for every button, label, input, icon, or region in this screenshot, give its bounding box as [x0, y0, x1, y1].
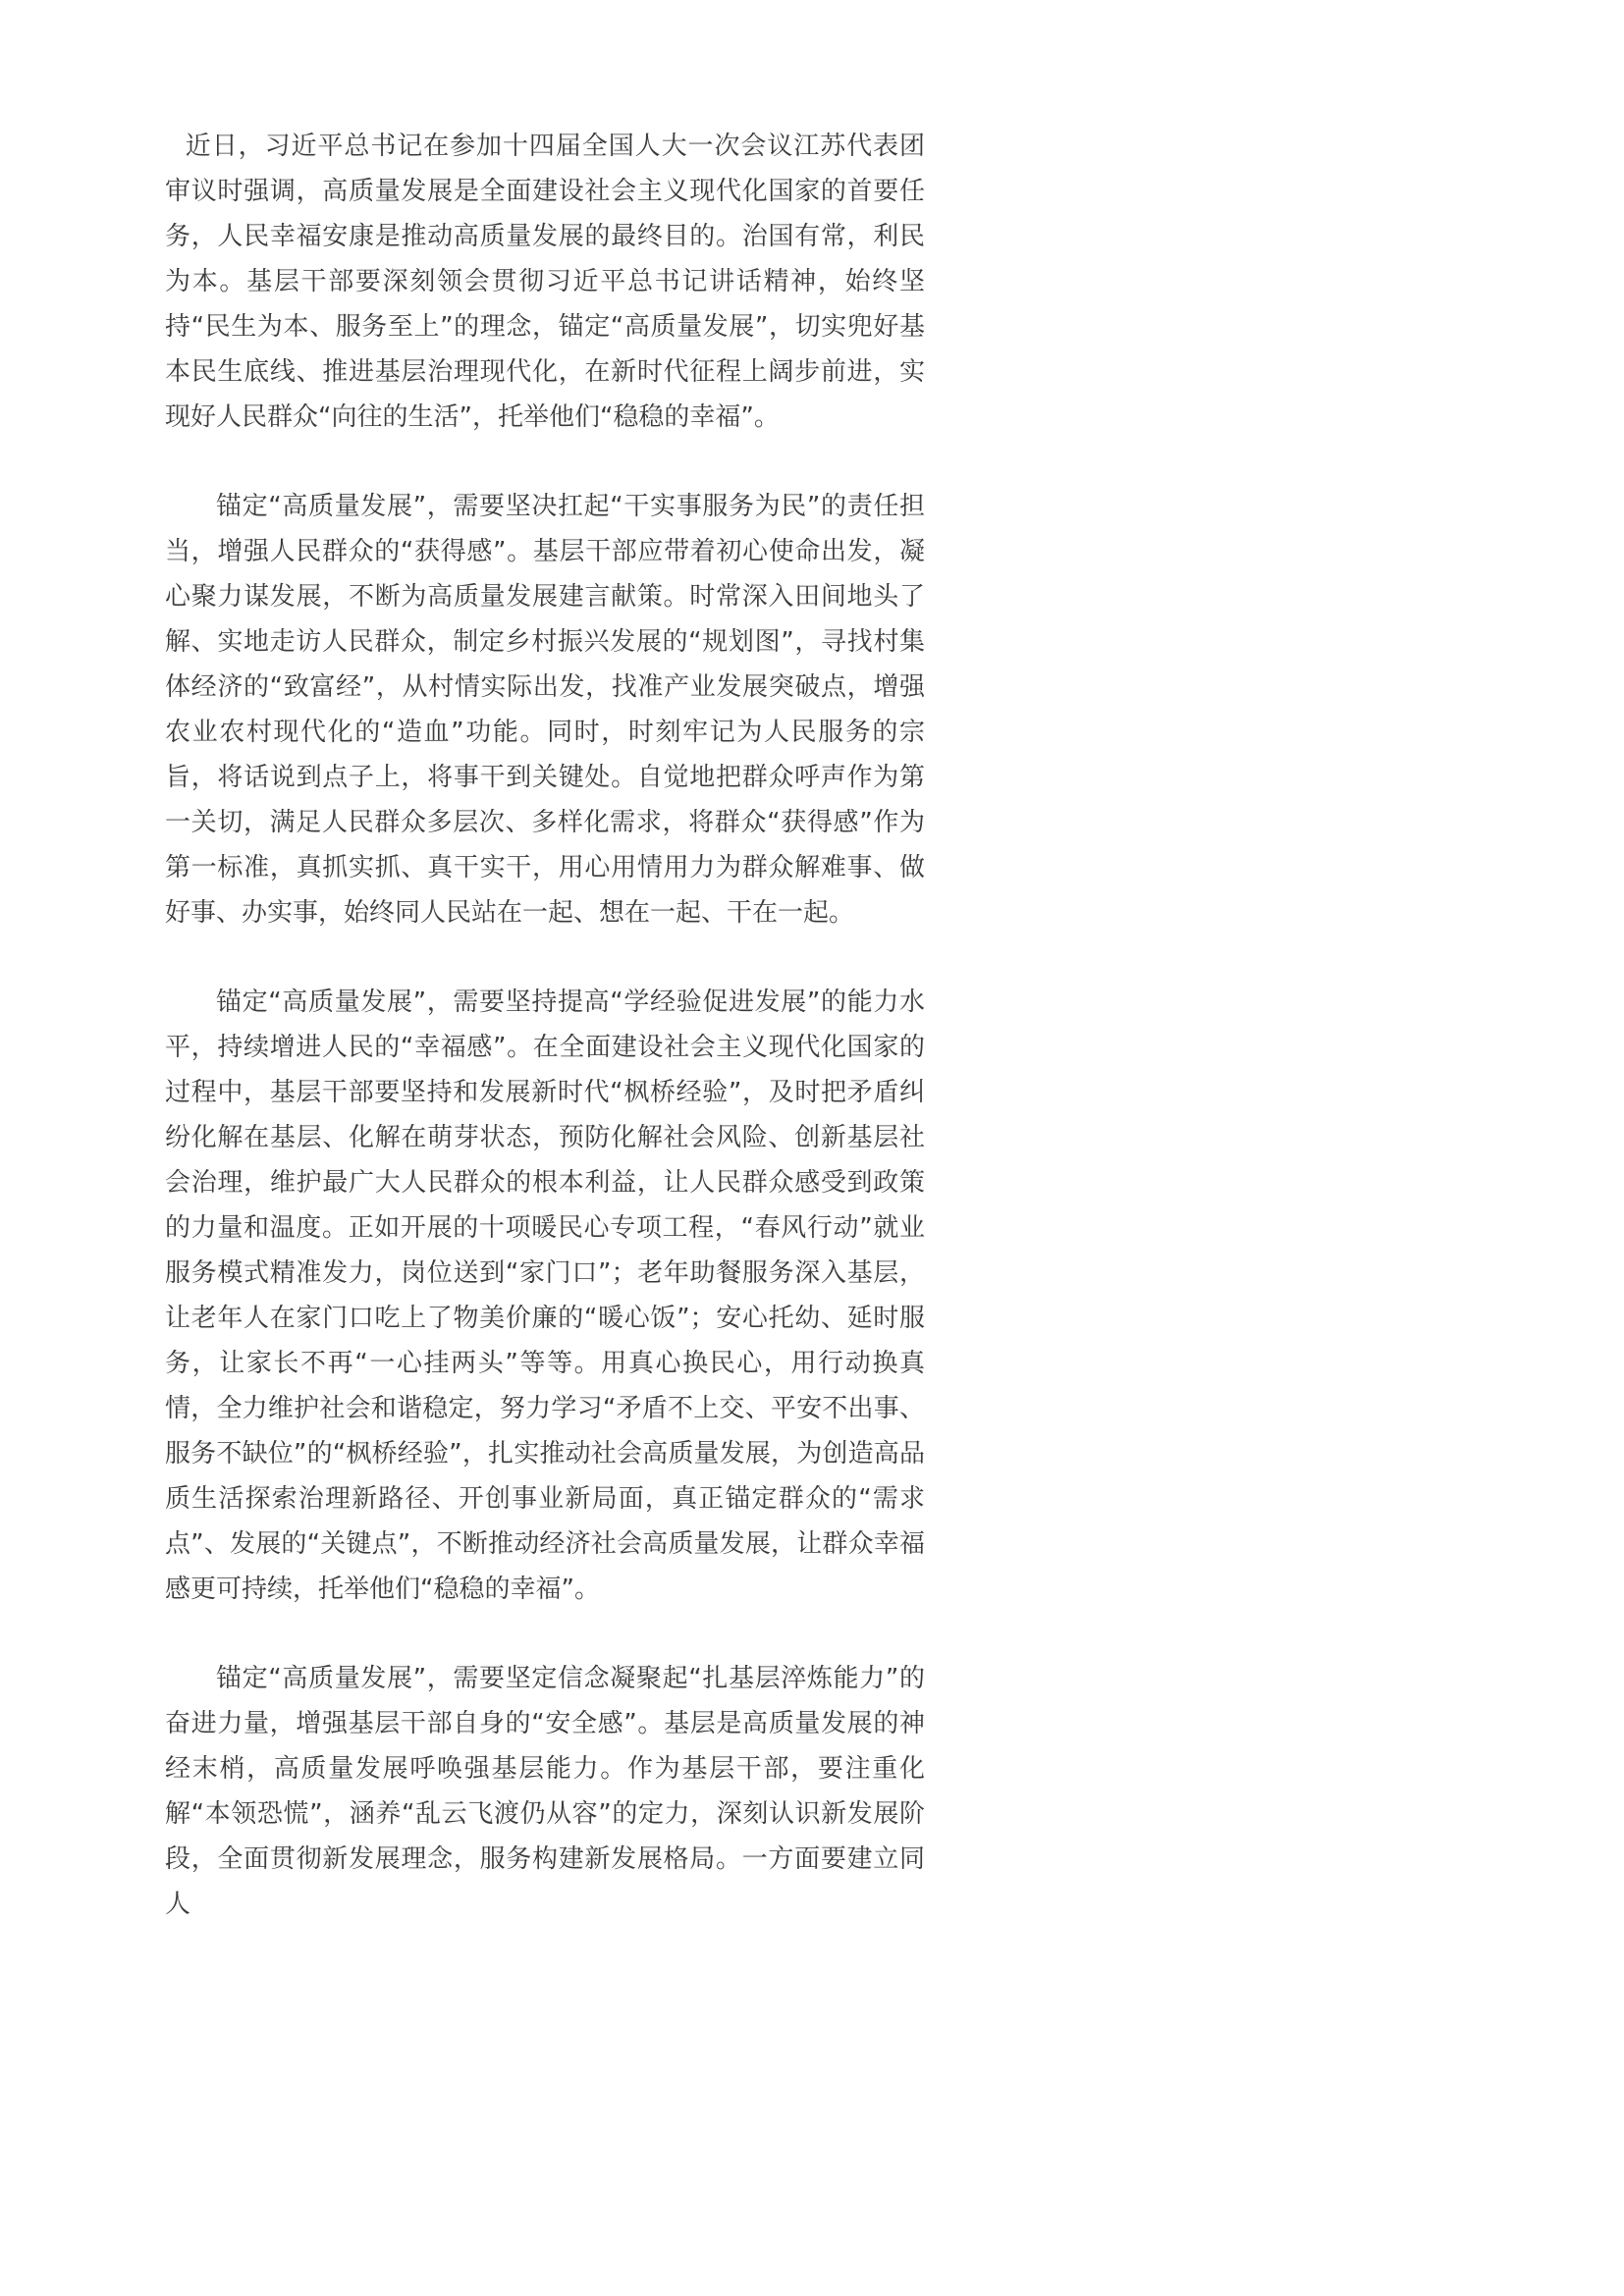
document-text-area [165, 124, 925, 1927]
paragraph-3: 锚定“高质量发展”，需要坚持提高“学经验促进发展”的能力水平，持续增进人民的“幸福感”。在全面建设社会主义现代化国家的过程中，基层干部要坚持和发展新时代“枫桥经验”，及时把矛盾纠纷化解在基层、化解在萌芽状态，预防化解社会风险、创新基层社会治理，维护最广大人民群众的根本利益，让人民群众感受到政策的力量和温度。正如开展的十项暖民心专项工程，“春风行动”就业服务模式精准发力，岗位送到“家门口”；老年助餐服务深入基层，让老年人在家门口吃上了物美价廉的“暖心饭”；安心托幼、延时服务，让家长不再“一心挂两头”等等。用真心换民心，用行动换真情，全力维护社会和谐稳定，努力学习“矛盾不上交、平安不出事、服务不缺位”的“枫桥经验”，扎实推动社会高质量发展，为创造高品质生活探索治理新路径、开创事业新局面，真正锚定群众的“需求点”、发展的“关键点”，不断推动经济社会高质量发展，让群众幸福感更可持续，托举他们“稳稳的幸福”。 [165, 988, 925, 1604]
paragraph-1: 近日，习近平总书记在参加十四届全国人大一次会议江苏代表团审议时强调，高质量发展是全面建设社会主义现代化国家的首要任务，人民幸福安康是推动高质量发展的最终目的。治国有常，利民为本。基层干部要深刻领会贯彻习近平总书记讲话精神，始终坚持“民生为本、服务至上”的理念，锚定“高质量发展”，切实兜好基本民生底线、推进基层治理现代化，在新时代征程上阔步前进，实现好人民群众“向往的生活”，托举他们“稳稳的幸福”。 [165, 132, 925, 432]
paragraph-4: 锚定“高质量发展”，需要坚定信念凝聚起“扎基层淬炼能力”的奋进力量，增强基层干部自身的“安全感”。基层是高质量发展的神经末梢，高质量发展呼唤强基层能力。作为基层干部，要注重化解“本领恐慌”，涵养“乱云飞渡仍从容”的定力，深刻认识新发展阶段，全面贯彻新发展理念，服务构建新发展格局。一方面要建立同人 [165, 1664, 925, 1919]
paragraph-2: 锚定“高质量发展”，需要坚决扛起“干实事服务为民”的责任担当，增强人民群众的“获得感”。基层干部应带着初心使命出发，凝心聚力谋发展，不断为高质量发展建言献策。时常深入田间地头了解、实地走访人民群众，制定乡村振兴发展的“规划图”，寻找村集体经济的“致富经”，从村情实际出发，找准产业发展突破点，增强农业农村现代化的“造血”功能。同时，时刻牢记为人民服务的宗旨，将话说到点子上，将事干到关键处。自觉地把群众呼声作为第一关切，满足人民群众多层次、多样化需求，将群众“获得感”作为第一标准，真抓实抓、真干实干，用心用情用力为群众解难事、做好事、办实事，始终同人民站在一起、想在一起、干在一起。 [165, 492, 925, 928]
